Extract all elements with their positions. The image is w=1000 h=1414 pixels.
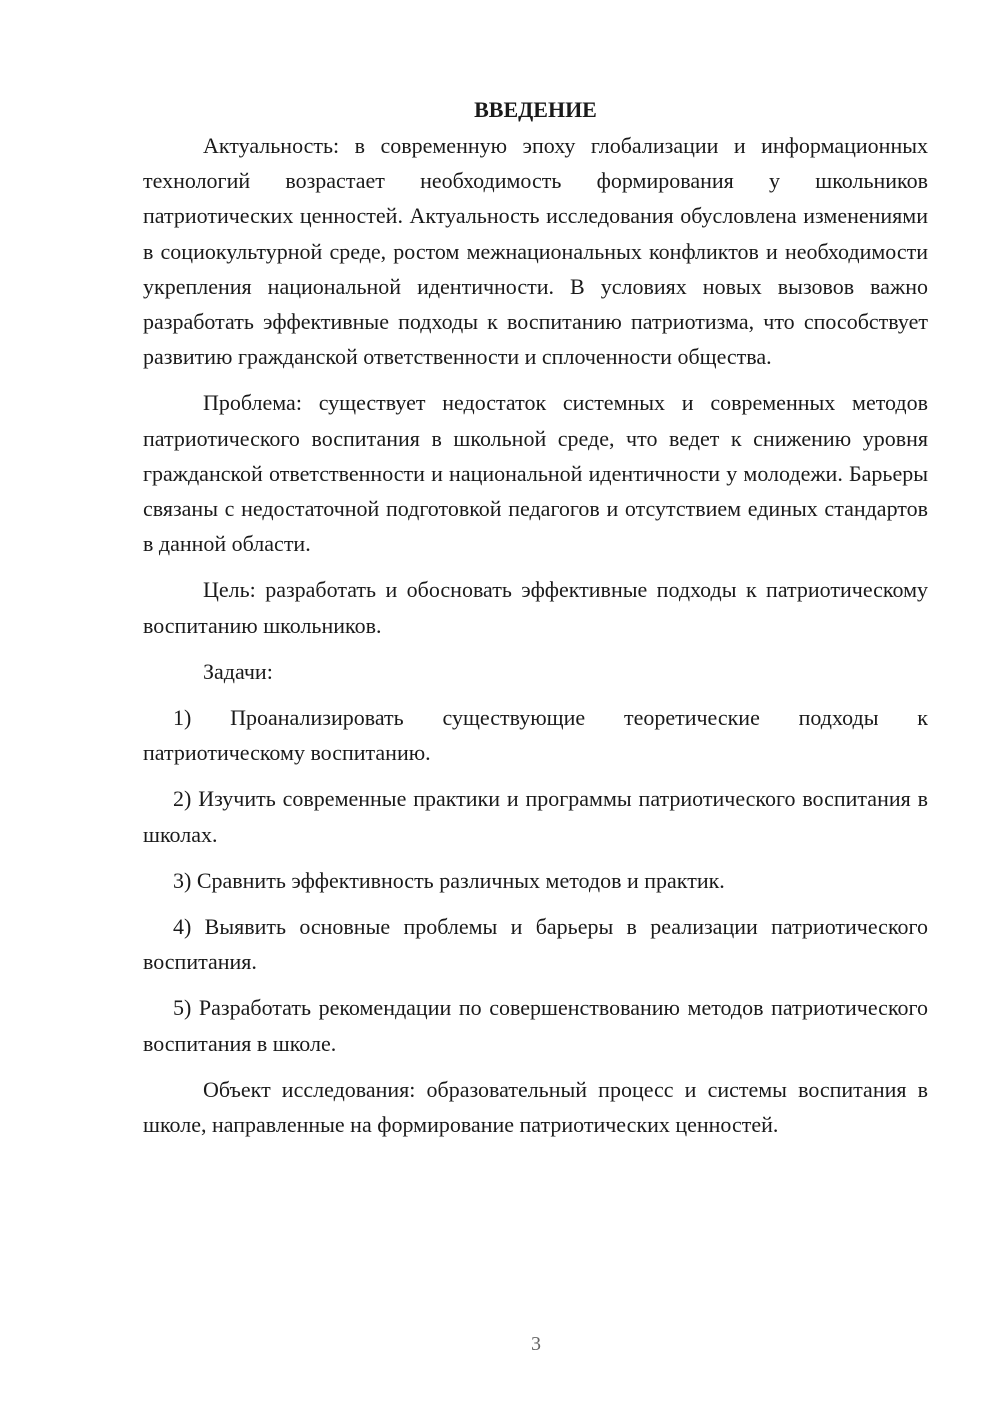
paragraph-goal: Цель: разработать и обосновать эффективные подходы к патриотическому воспитанию школьников. bbox=[143, 577, 928, 638]
task-item-1: 1) Проанализировать существующие теоретические подходы к патриотическому воспитанию. bbox=[143, 705, 928, 766]
task-item-5: 5) Разработать рекомендации по совершенствованию методов патриотического воспитания в школе. bbox=[143, 995, 928, 1056]
document-page bbox=[143, 94, 928, 1153]
task-item-2: 2) Изучить современные практики и программы патриотического воспитания в школах. bbox=[143, 786, 928, 847]
paragraph-relevance: Актуальность: в современную эпоху глобализации и информационных технологий возрастает необходимость формирования у школьников патриотических ценностей. Актуальность исследования обусловлена изменениями в социокультурной среде, ростом межнациональных конфликтов и необходимости укрепления национальной идентичности. В условиях новых вызовов важно разработать эффективные подходы к воспитанию патриотизма, что способствует развитию гражданской ответственности и сплоченности общества. bbox=[143, 133, 928, 370]
tasks-heading: Задачи: bbox=[203, 658, 273, 684]
section-title: ВВЕДЕНИЕ bbox=[474, 97, 597, 122]
task-item-3: 3) Сравнить эффективность различных методов и практик. bbox=[173, 867, 725, 893]
paragraph-problem: Проблема: существует недостаток системных и современных методов патриотического воспитания в школьной среде, что ведет к снижению уровня гражданской ответственности и национальной идентичности у молодежи. Барьеры связаны с недостаточной подготовкой педагогов и отсутствием единых стандартов в данной области. bbox=[143, 390, 928, 557]
page-number: 3 bbox=[531, 1333, 541, 1355]
task-item-4: 4) Выявить основные проблемы и барьеры в реализации патриотического воспитания. bbox=[143, 914, 928, 975]
paragraph-object: Объект исследования: образовательный процесс и системы воспитания в школе, направленные на формирование патриотических ценностей. bbox=[143, 1076, 928, 1138]
